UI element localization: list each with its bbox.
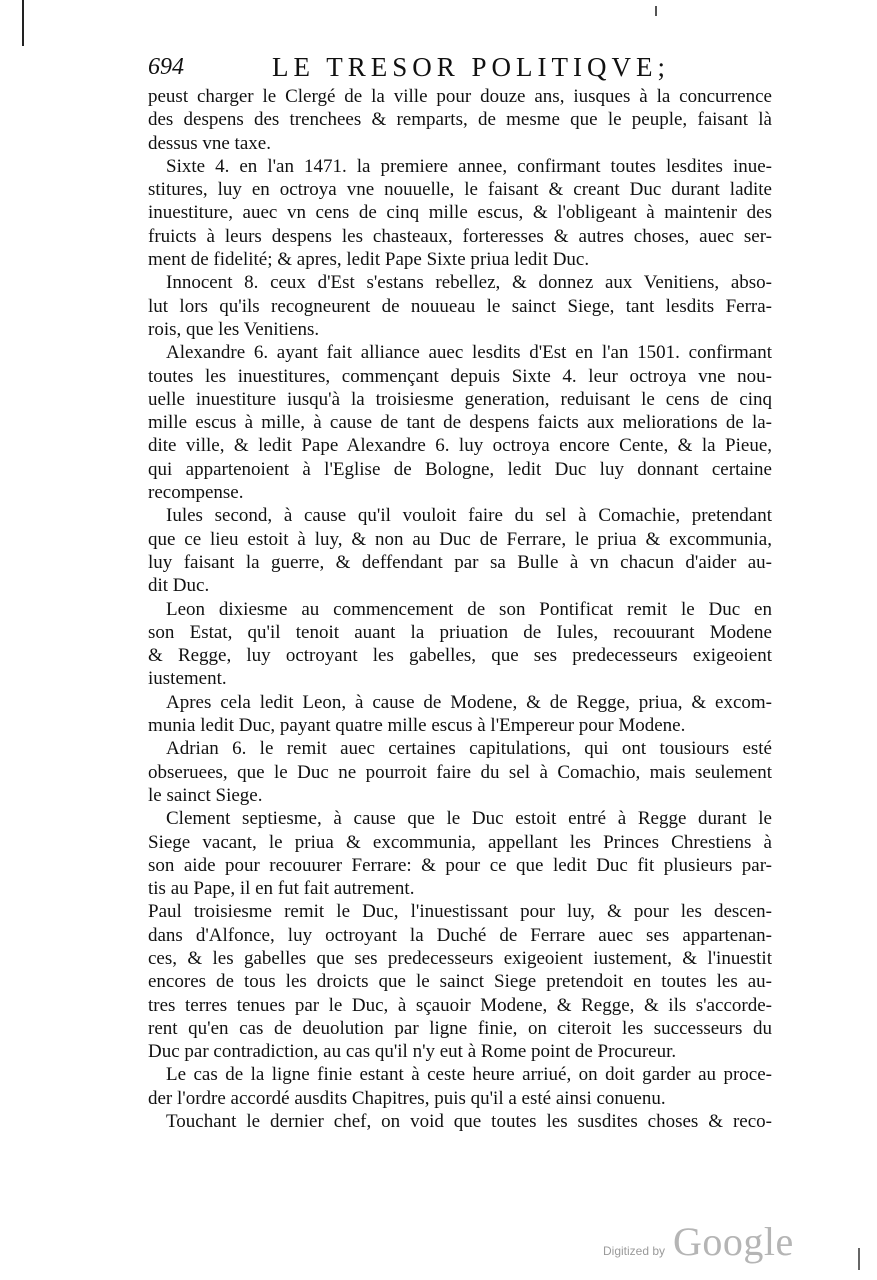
text-line: recompense.: [148, 482, 244, 504]
text-line: le sainct Siege.: [148, 784, 263, 806]
text-line: Paul troisiesme remit le Duc, l'inuestissant pour luy, & pour les descen-: [148, 901, 772, 923]
page-number: 694: [148, 54, 184, 80]
text-line: rois, que les Venitiens.: [148, 318, 320, 340]
page-header: [148, 50, 678, 84]
text-line: ment de fidelité; & apres, ledit Pape Sixte priua ledit Duc.: [148, 249, 590, 271]
scan-mark: [858, 1248, 860, 1270]
text-line: peust charger le Clergé de la ville pour douze ans, iusques à la concurrence: [148, 86, 772, 107]
text-line: lut lors qu'ils recogneurent de nouueau le sainct Siege, tant lesdits Ferra-: [148, 295, 772, 317]
text-line: Duc par contradiction, au cas qu'il n'y eut à Rome point de Procureur.: [148, 1041, 677, 1063]
text-line: iustement.: [148, 668, 227, 690]
text-line: dit Duc.: [148, 575, 210, 597]
text-line: luy faisant la guerre, & deffendant par sa Bulle à vn chacun d'aider au-: [148, 551, 772, 573]
text-line: Alexandre 6. ayant fait alliance auec lesdits d'Est en l'an 1501. confirmant: [166, 342, 772, 364]
google-logo: Google: [673, 1219, 794, 1264]
text-line: mille escus à mille, à cause de tant de despens faicts aux meliorations de la-: [148, 412, 772, 434]
text-line: dessus vne taxe.: [148, 132, 271, 154]
text-line: Apres cela ledit Leon, à cause de Modene, & de Regge, priua, & excom-: [166, 691, 772, 713]
scan-mark: [655, 6, 657, 16]
text-line: tres terres tenues par le Duc, à sçauoir Modene, & Regge, & ils s'accorde-: [148, 994, 772, 1016]
text-line: encores de tous les droicts que le sainct Siege pretendoit en toutes les au-: [148, 971, 772, 993]
body-text: [148, 85, 772, 1133]
text-line: Innocent 8. ceux d'Est s'estans rebellez, & donnez aux Venitiens, abso-: [166, 272, 772, 294]
text-line: dans d'Alfonce, luy octroyant la Duché de Ferrare auec ses appartenan-: [148, 924, 772, 946]
digitized-by-label: Digitized by: [603, 1244, 666, 1258]
text-line: Clement septiesme, à cause que le Duc estoit entré à Regge durant le: [166, 808, 772, 830]
text-line: tis au Pape, il en fut fait autrement.: [148, 878, 415, 900]
text-line: stitures, luy en octroya vne nouuelle, le faisant & creant Duc durant ladite: [148, 179, 772, 201]
text-line: que ce lieu estoit à luy, & non au Duc de Ferrare, le priua & excommunia,: [148, 528, 772, 550]
text-line: dite ville, & ledit Pape Alexandre 6. luy octroya encore Cente, & la Pieue,: [148, 435, 772, 457]
text-line: rent qu'en cas de deuolution par ligne finie, on citeroit les successeurs du: [148, 1017, 772, 1039]
text-line: toutes les inuestitures, commençant depuis Sixte 4. leur octroya vne nou-: [148, 365, 772, 387]
text-line: Sixte 4. en l'an 1471. la premiere annee, confirmant toutes lesdites inue-: [166, 155, 772, 177]
text-line: Iules second, à cause qu'il vouloit faire du sel à Comachie, pretendant: [166, 505, 772, 527]
text-line: der l'ordre accordé ausdits Chapitres, puis qu'il a esté ainsi conuenu.: [148, 1087, 666, 1109]
text-line: munia ledit Duc, payant quatre mille escus à l'Empereur pour Modene.: [148, 715, 686, 737]
text-line: fruicts à leurs despens les chasteaux, forteresses & autres choses, auec ser-: [148, 225, 772, 247]
text-line: inuestiture, auec vn cens de cinq mille escus, & l'obligeant à maintenir des: [148, 202, 772, 224]
running-title: LE TRESOR POLITIQVE;: [272, 52, 670, 82]
text-line: son Estat, qu'il tenoit auant la priuation de Iules, recouurant Modene: [148, 621, 772, 643]
text-line: uelle inuestiture iusqu'à la troisiesme generation, reduisant le cens de cinq: [148, 388, 772, 410]
digitized-watermark: [603, 1218, 794, 1266]
text-line: Touchant le dernier chef, on void que toutes les susdites choses & reco-: [166, 1111, 772, 1133]
text-line: Siege vacant, le priua & excommunia, appellant les Princes Chrestiens à: [148, 831, 772, 853]
text-line: obseruees, que le Duc ne pourroit faire du sel à Comachio, mais seulement: [148, 761, 772, 783]
text-line: des despens des trenchees & remparts, de mesme que le peuple, faisant là: [148, 109, 772, 131]
text-line: Adrian 6. le remit auec certaines capitulations, qui ont tousiours esté: [166, 738, 772, 760]
text-line: ces, & les gabelles que ses predecesseurs exigeoient iustement, & l'inuestit: [148, 947, 772, 969]
text-line: Le cas de la ligne finie estant à ceste heure arriué, on doit garder au proce-: [166, 1064, 772, 1086]
binding-edge-line: [22, 0, 24, 46]
text-line: qui appartenoient à l'Eglise de Bologne, ledit Duc luy donnant certaine: [148, 458, 772, 480]
text-line: & Regge, luy octroyant les gabelles, que ses predecesseurs exigeoient: [148, 645, 772, 667]
text-line: Leon dixiesme au commencement de son Pontificat remit le Duc en: [166, 598, 772, 620]
text-line: son aide pour recouurer Ferrare: & pour ce que ledit Duc fit plusieurs par-: [148, 854, 772, 876]
